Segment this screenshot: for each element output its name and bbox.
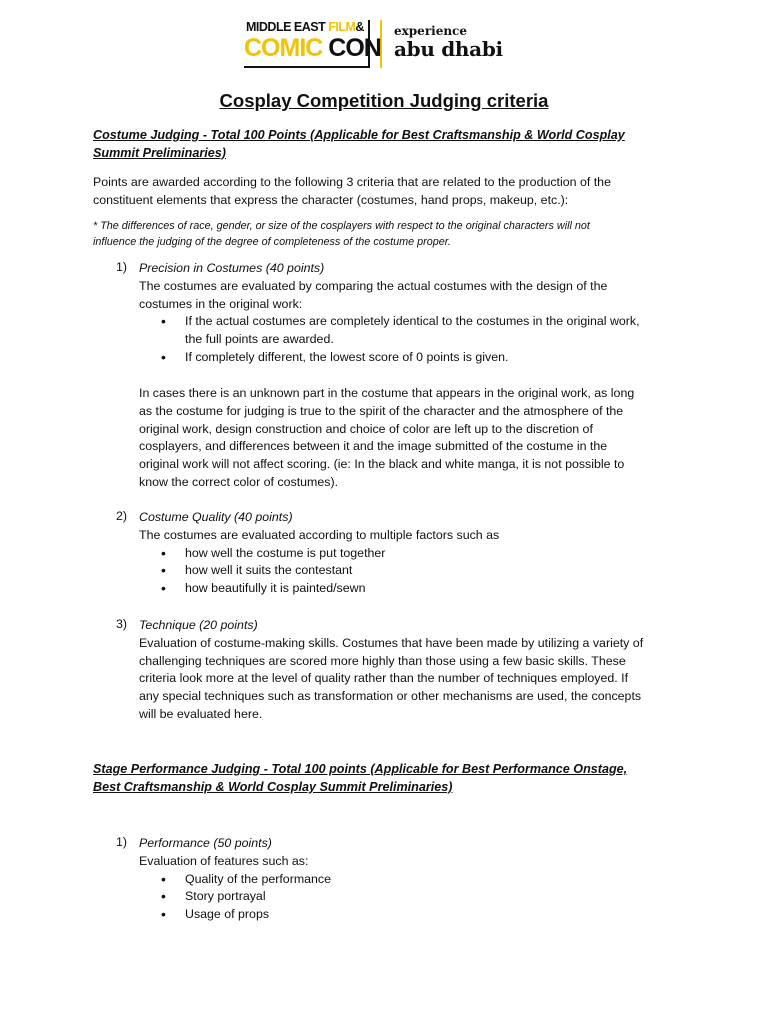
criterion-quality: Costume Quality (40 points) The costumes are evaluated according to multiple factors such as • how well the costume is put together • how well it suits the contestant • how beautifully it is painted/sewn (139, 509, 679, 598)
logo-ampersand: & (355, 20, 364, 34)
item-number: 2) (116, 509, 128, 523)
logo-middle-east: MIDDLE EAST (246, 20, 329, 34)
criterion-title: Costume Quality (40 points) (139, 510, 293, 524)
criterion-performance: Performance (50 points) Evaluation of features such as: • Quality of the performance • Story portrayal • Usage of props (139, 835, 679, 924)
mefcc-logo (244, 20, 381, 70)
costume-judging-heading: Costume Judging - Total 100 Points (Applicable for Best Craftsmanship & World Cosplay Summit Preliminaries) (93, 128, 625, 160)
list-item: • how well the costume is put together (139, 545, 679, 563)
logo-film: FILM (328, 20, 356, 34)
item-number: 1) (116, 835, 128, 849)
logo-experience: experience (394, 24, 467, 38)
list-item: • If the actual costumes are completely identical to the costumes in the original work, the full points are awarded. (139, 313, 679, 349)
list-item: • how beautifully it is painted/sewn (139, 580, 679, 598)
costume-note: * The differences of race, gender, or size of the cosplayers with respect to the original characters will not influence the judging of the degree of completeness of the costume proper. (93, 220, 590, 248)
logo-comic: COMIC (244, 34, 323, 62)
experience-abu-dhabi-logo (394, 20, 503, 60)
logo-frame (244, 20, 370, 68)
item-number: 1) (116, 260, 128, 274)
list-item: • Story portrayal (139, 888, 679, 906)
costume-intro: Points are awarded according to the following 3 criteria that are related to the production of the constituent elements that express the character (costumes, hand props, makeup, etc.): (93, 175, 611, 207)
criterion-title: Technique (20 points) (139, 618, 258, 632)
bullet-list (139, 313, 679, 366)
logo-abu-dhabi: abu dhabi (394, 37, 503, 61)
logo-con: CON (328, 34, 381, 62)
criterion-title: Precision in Costumes (40 points) (139, 261, 325, 275)
list-item: • how well it suits the contestant (139, 562, 679, 580)
page-title: Cosplay Competition Judging criteria (219, 90, 549, 111)
criterion-technique: Technique (20 points) Evaluation of costume-making skills. Costumes that have been made by utilizing a variety of challenging techniques are scored more highly than those using a few basic skills. These criteria look more at the level of quality rather than the number of techniques employed. If any special techniques such as transformation or other mechanisms are used, the concepts will be evaluated here. (139, 617, 679, 724)
stage-judging-heading: Stage Performance Judging - Total 100 points (Applicable for Best Performance Onstage, Best Craftsmanship & World Cosplay Summit Preliminaries) (93, 762, 628, 794)
list-item: • Quality of the performance (139, 871, 679, 889)
bullet-list (139, 545, 679, 598)
list-item: • Usage of props (139, 906, 679, 924)
header-logos (244, 20, 503, 72)
bullet-list (139, 871, 679, 924)
list-item: • If completely different, the lowest score of 0 points is given. (139, 349, 679, 367)
criterion-precision: Precision in Costumes (40 points) The costumes are evaluated by comparing the actual costumes with the design of the costumes in the original work: • If the actual costumes are completely identical to the costumes in the original work, the full points are awarded. • If completely different, the lowest score of 0 points is given. (139, 260, 679, 367)
item-number: 3) (116, 617, 128, 631)
criterion-title: Performance (50 points) (139, 836, 272, 850)
precision-paragraph: In cases there is an unknown part in the costume that appears in the original work, as long as the costume for judging is true to the spirit of the character and the atmosphere of the original work, design construction and choice of color are left up to the discretion of cosplayers, and differences between it and the image submitted of the costume in the original work will not affect scoring. (ie: In the black and white manga, it is not possible to know the correct color of costumes). (139, 386, 635, 489)
